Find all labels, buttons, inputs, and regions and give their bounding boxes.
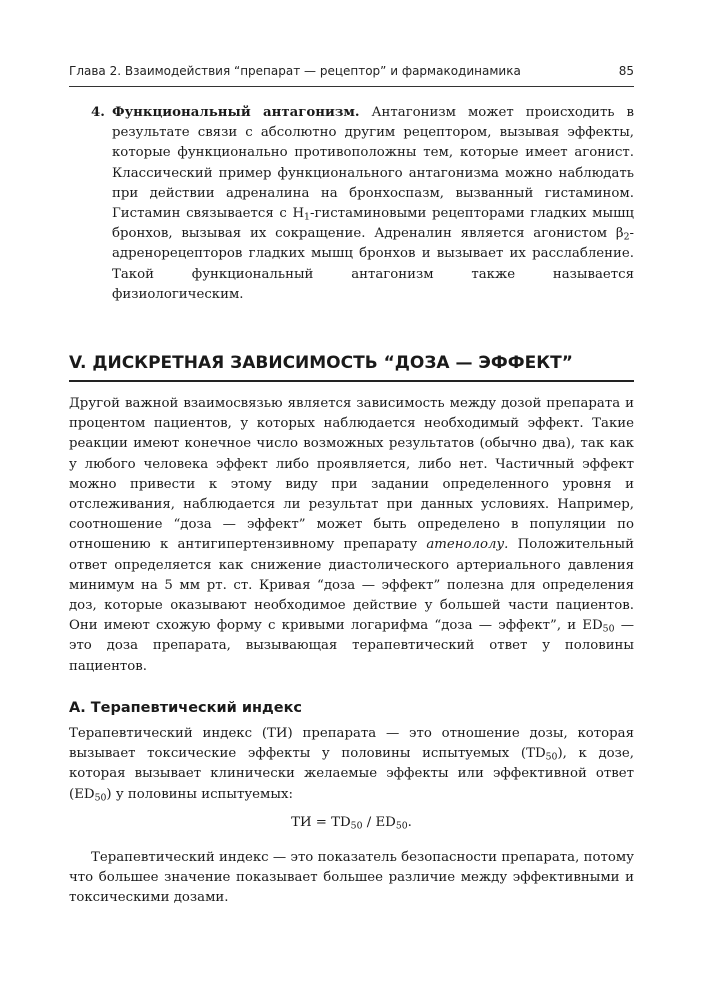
ti-text-2: ), к дозе, которая вызывает клинически желаемые эффекты или эффективной ответ (ED <box>69 746 634 802</box>
para-text-2: Положительный ответ определяется как снижение диастолического артериального давления минимум на 5 мм рт. ст. Кривая “доза — эффект” полезна для определения доз, которые оказывают необходимое действие у большей части пациентов. Они имеют схожую форму с кривыми логарифма “доза — эффект”, и ED <box>69 537 634 634</box>
formula-sub-2: 50 <box>395 820 408 832</box>
list-item-functional-antagonism <box>69 103 634 305</box>
item-text-2: -гистаминовыми рецепторами гладких мышц бронхов, вызывая их сокращение. Адреналин является агонистом β <box>112 206 634 242</box>
formula-part-1: ТИ = TD <box>291 815 351 830</box>
subsection-heading: А. Терапевтический индекс <box>69 700 303 716</box>
formula-part-2: / ED <box>362 815 396 830</box>
formula-part-3: . <box>407 815 412 830</box>
section-paragraph <box>69 394 634 677</box>
page-number: 85 <box>618 64 634 78</box>
formula-sub-1: 50 <box>350 820 363 832</box>
list-marker: 4. <box>91 105 105 120</box>
section-heading: V. ДИСКРЕТНАЯ ЗАВИСИМОСТЬ “ДОЗА — ЭФФЕКТ” <box>69 353 634 382</box>
subscript-ed50: 50 <box>602 623 615 635</box>
para-text-1: Другой важной взаимосвязью является зависимость между дозой препарата и процентом пациентов, у которых наблюдается необходимый эффект. Такие реакции имеют конечное число возможных результатов (обычно два), так как у любого человека эффект либо проявляется, либо нет. Частичный эффект можно привести к этому виду при задании определенного уровня и отслеживания, наблюдается ли результат при данных условиях. Например, соотношение “доза — эффект” может быть определено в популяции по отношению к антигипертензивному препарату <box>69 396 634 553</box>
ti-definition-paragraph <box>69 724 634 805</box>
list-item-lead: Функциональный антагонизм. <box>112 105 360 120</box>
ti-text-3: ) у половины испытуемых: <box>106 786 293 802</box>
subscript-td50: 50 <box>545 751 558 763</box>
subscript-ed50: 50 <box>94 791 107 803</box>
ti-formula <box>0 815 703 830</box>
chapter-title: Глава 2. Взаимодействия “препарат — рецептор” и фармакодинамика <box>69 64 521 78</box>
para-text-3: — это доза препарата, вызывающая терапевтический ответ у половины пациентов. <box>69 618 634 674</box>
subscript-h1: 1 <box>304 211 310 223</box>
ti-safety-paragraph: Терапевтический индекс — это показатель безопасности препарата, потому что большее значение показывает большее различие между эффективными и токсическими дозами. <box>69 850 634 906</box>
drug-name-italic: атенололу. <box>426 537 509 553</box>
item-text-3: -адренорецепторов гладких мышц бронхов и вызывает их расслабление. Такой функциональный антагонизм также называется физиологическим. <box>112 226 634 302</box>
list-item-body <box>112 103 634 305</box>
ti-text-1: Терапевтический индекс (ТИ) препарата — это отношение дозы, которая вызывает токсические эффекты у половины испытуемых (TD <box>69 726 634 762</box>
subscript-beta2: 2 <box>623 231 630 243</box>
running-header <box>69 60 634 87</box>
item-text-1: Антагонизм может происходить в результате связи с абсолютно другим рецептором, вызывая эффекты, которые функционально противоположны тем, которые имеет агонист. Классический пример функционального антагонизма можно наблюдать при действии адреналина на бронхоспазм, вызванный гистамином. Гистамин связывается с H <box>112 105 634 222</box>
